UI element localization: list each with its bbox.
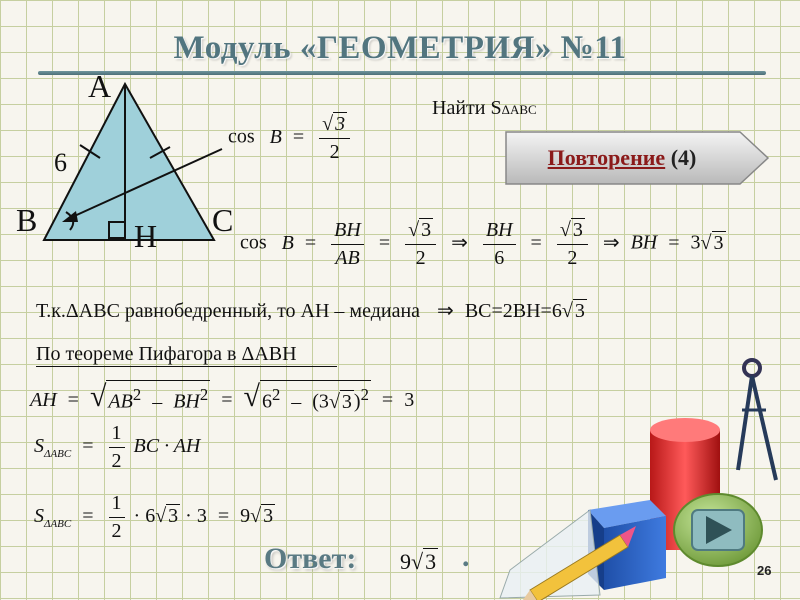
vertex-b-label: B bbox=[16, 202, 38, 238]
page-number: 26 bbox=[757, 563, 772, 578]
given-cos: cos B = √ 3 2 bbox=[228, 112, 354, 164]
answer-label: Ответ: bbox=[264, 542, 357, 575]
task-find: Найти SΔABC bbox=[432, 97, 537, 119]
repeat-count: (4) bbox=[670, 145, 697, 170]
repeat-button[interactable] bbox=[502, 128, 770, 188]
answer-value: 9 √ 3 bbox=[400, 549, 437, 574]
pythagoras-statement: По теореме Пифагора в ΔABH bbox=[36, 343, 337, 367]
vertex-c-label: C bbox=[212, 202, 234, 238]
repeat-label: Повторение bbox=[547, 145, 666, 170]
vertex-a-label: A bbox=[88, 68, 112, 104]
next-slide-button[interactable] bbox=[672, 490, 764, 568]
isosceles-statement: Т.к.ΔABC равнобедренный, то AH – медиана ⇒ BC=2BH=6 √ 3 bbox=[36, 300, 585, 322]
equation-ah: AH = √ $AB^2 - BH^2$ = √ $6^2 - (3$ √ 3 )$^2$ = 3 bbox=[30, 380, 415, 413]
equation-area-result: $S_{\Delta ABC}$ = $\frac{1}{2}$ · 6 √ 3 · 3 = 9 √ 3 bbox=[34, 492, 274, 542]
compass-icon bbox=[738, 360, 776, 480]
equation-cos-b: cos B = $\frac{BH}{AB}$ = √ 3 2 ⇒ $\frac{BH}{6}$ = √ 3 2 ⇒ BH = 3 √ 3 bbox=[240, 218, 724, 269]
equation-area-formula: $S_{\Delta ABC}$ = $\frac{1}{2}$ BC · AH bbox=[34, 422, 201, 472]
foot-h-label: H bbox=[134, 218, 158, 254]
slide-title: Модуль «ГЕОМЕТРИЯ» №11 bbox=[173, 30, 627, 66]
play-icon bbox=[672, 490, 764, 568]
answer-dot: . bbox=[462, 540, 470, 573]
side-length-label: 6 bbox=[54, 148, 67, 177]
